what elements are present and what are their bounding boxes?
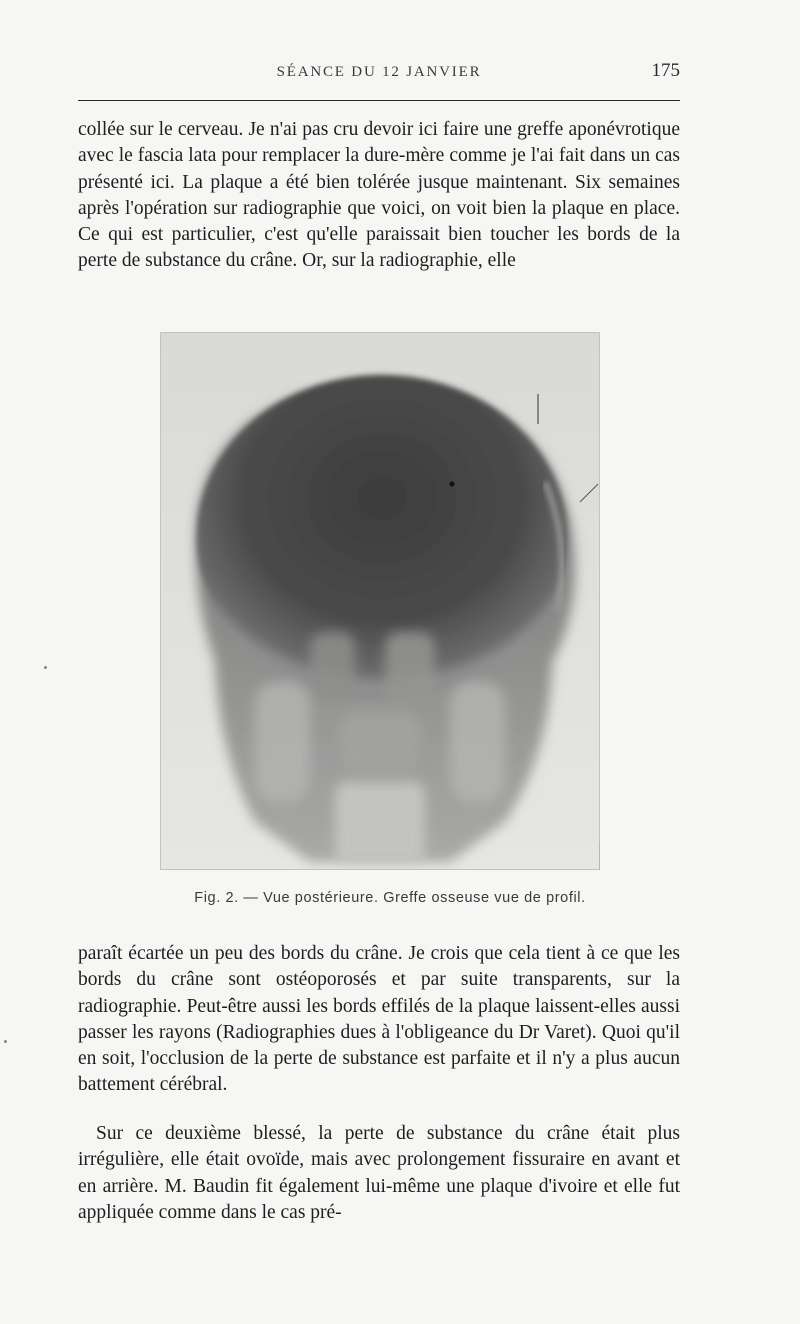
page-header: [78, 60, 680, 101]
skull-radiograph-image: [160, 332, 600, 870]
page-number: 175: [651, 60, 680, 81]
margin-speck: [44, 666, 47, 669]
paragraph-last: Sur ce deuxième blessé, la perte de substance du crâne était plus irrégulière, elle était ovoïde, mais avec prolongement fissuraire en avant et en arrière. M. Baudin fit également lui-même une plaque d'ivoire et elle fut appliquée comme dans le cas pré-: [78, 1123, 680, 1223]
figure-caption: Fig. 2. — Vue postérieure. Greffe osseuse vue de profil.: [194, 890, 586, 906]
paragraph-top: collée sur le cerveau. Je n'ai pas cru devoir ici faire une greffe aponévrotique avec le fascia lata pour remplacer la dure-mère comme je l'ai fait dans un cas présenté ici. La plaque a été bien tolérée jusque maintenant. Six semaines après l'opération sur radiographie que voici, on voit bien la plaque en place. Ce qui est particulier, c'est qu'elle paraissait bien toucher les bords de la perte de substance du crâne. Or, sur la radiographie, elle: [78, 119, 680, 272]
margin-speck: [4, 1040, 7, 1043]
radiograph-figure: [160, 332, 600, 870]
paragraph-bottom: paraît écartée un peu des bords du crâne. Je crois que cela tient à ce que les bords du crâne sont ostéoporosés et par suite transparents, sur la radiographie. Peut-être aussi les bords effilés de la plaque laissent-elles aussi passer les rayons (Radiographies dues à l'obligeance du Dr Varet). Quoi qu'il en soit, l'occlusion de la perte de substance est parfaite et il n'y a plus aucun battement cérébral.: [78, 943, 680, 1096]
running-title: SÉANCE DU 12 JANVIER: [276, 64, 482, 80]
